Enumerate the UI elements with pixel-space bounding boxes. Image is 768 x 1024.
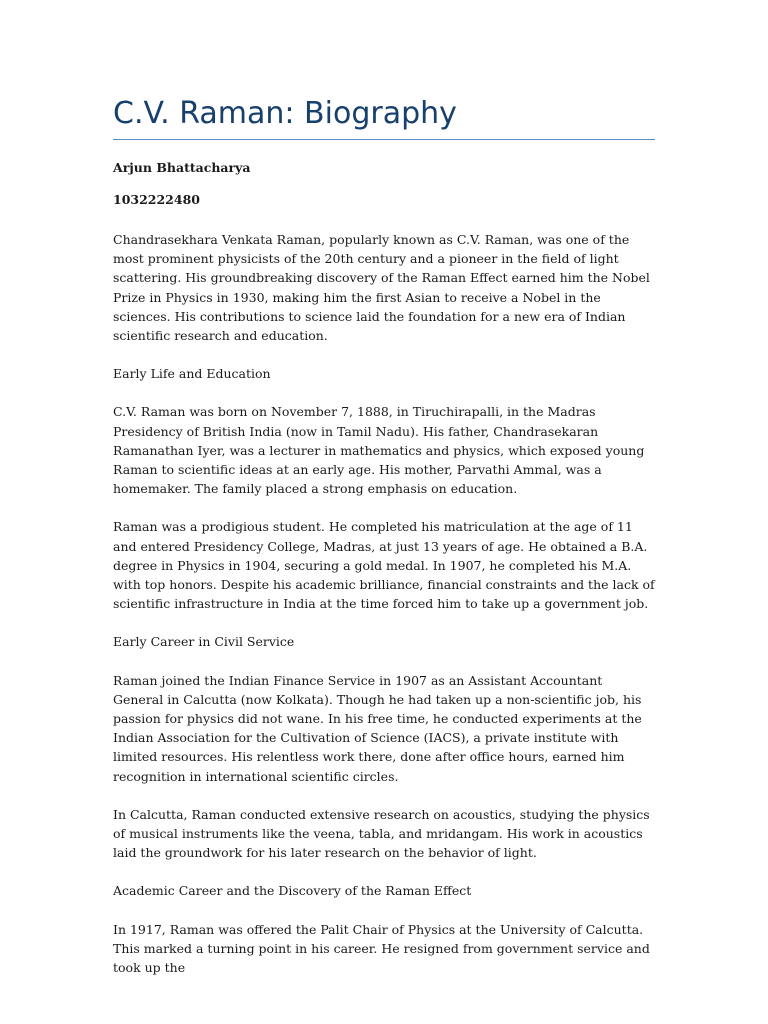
paragraph-intro: Chandrasekhara Venkata Raman, popularly known as C.V. Raman, was one of the most prominent physicists of the 20th century and a pioneer in the field of light scattering. His groundbreaking discovery of the Raman Effect earned him the Nobel Prize in Physics in 1930, making him the first Asian to receive a Nobel in the sciences. His contributions to science laid the foundation for a new era of Indian scientific research and education. [113, 232, 650, 344]
paragraph-education: Raman was a prodigious student. He completed his matriculation at the age of 11 and entered Presidency College, Madras, at just 13 years of age. He obtained a B.A. degree in Physics in 1904, securing a gold medal. In 1907, he completed his M.A. with top honors. Despite his academic brilliance, financial constraints and the lack of scientific infrastructure in India at the time forced him to take up a government job. [113, 519, 655, 612]
section-heading-civil-service: Early Career in Civil Service [113, 634, 295, 650]
paragraph-palit-chair: In 1917, Raman was offered the Palit Chair of Physics at the University of Calcutta. This marked a turning point in his career. He resigned from government service and took up the [113, 921, 650, 976]
section-heading-early-life: Early Life and Education [113, 366, 271, 382]
paragraph-birth: C.V. Raman was born on November 7, 1888, in Tiruchirapalli, in the Madras Presidency of British India (now in Tamil Nadu). His father, Chandrasekaran Ramanathan Iyer, was a lecturer in mathematics and physics, which exposed young Raman to scientific ideas at an early age. His mother, Parvathi Ammal, was a homemaker. The family placed a strong emphasis on education. [113, 404, 645, 497]
section-heading-academic-career: Academic Career and the Discovery of the Raman Effect [113, 883, 472, 899]
paragraph-finance-service: Raman joined the Indian Finance Service in 1907 as an Assistant Accountant General in Calcutta (now Kolkata). Though he had taken up a non-scientific job, his passion for physics did not wane. In his free time, he conducted experiments at the Indian Association for the Cultivation of Science (IACS), a private institute with limited resources. His relentless work there, done after office hours, earned him recognition in international scientific circles. [113, 672, 642, 784]
document-title: C.V. Raman: Biography [113, 96, 457, 131]
author-name: Arjun Bhattacharya [113, 160, 251, 175]
paragraph-acoustics: In Calcutta, Raman conducted extensive research on acoustics, studying the physics of musical instruments like the veena, tabla, and mridangam. His work in acoustics laid the groundwork for his later research on the behavior of light. [113, 806, 650, 861]
document-body [113, 230, 655, 996]
title-divider [113, 139, 655, 140]
id-number: 1032222480 [113, 192, 200, 207]
